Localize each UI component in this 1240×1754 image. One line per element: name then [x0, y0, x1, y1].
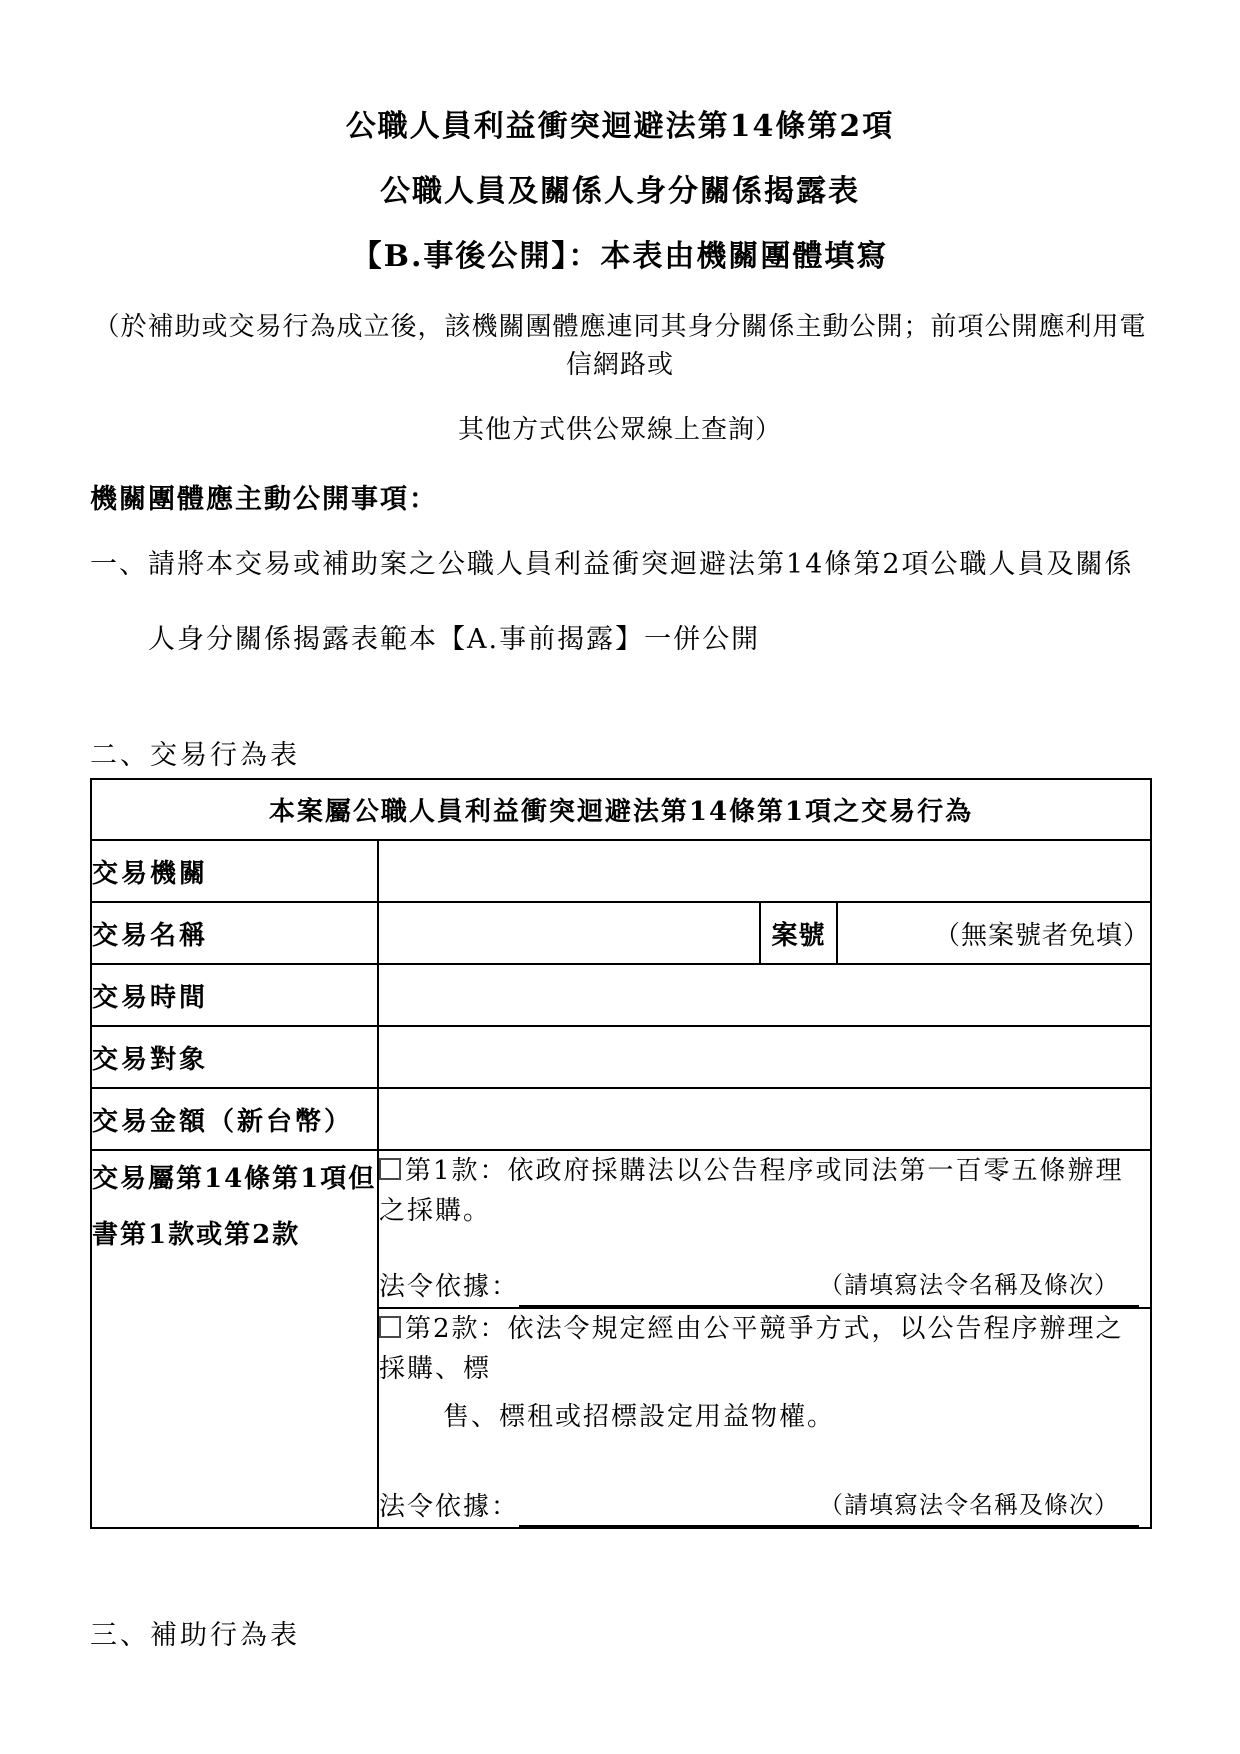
name-input-cell[interactable] [378, 902, 760, 964]
clause2-text-line2: 售、標租或招標設定用益物權。 [443, 1402, 836, 1432]
table-row-counterparty [91, 1026, 1151, 1088]
table-header-cell: 本案屬公職人員利益衝突迴避法第14條第1項之交易行為 [91, 779, 1151, 840]
subsidy-table-caption: 三、補助行為表 [90, 1620, 300, 1651]
transaction-table-caption: 二、交易行為表 [90, 740, 300, 771]
clause1-text: 第1款：依政府採購法以公告程序或同法第一百零五條辦理之採購。 [379, 1156, 1124, 1226]
row-label-clause [91, 1150, 378, 1528]
clause2-legal-basis-blank[interactable] [519, 1495, 819, 1525]
clause-label-line1: 交易屬第14條第1項但 [92, 1164, 377, 1194]
clause1-legal-note: （請填寫法令名稱及條次） [819, 1271, 1120, 1299]
doc-title-line3: 【B.事後公開】：本表由機關團體填寫 [351, 239, 889, 274]
clause2-cell [378, 1308, 1151, 1528]
clause2-checkbox[interactable] [379, 1316, 401, 1338]
intro-note-line1: （於補助或交易行為成立後，該機關團體應連同其身分關係主動公開；前項公開應利用電信網路或 [93, 312, 1147, 380]
clause1-checkbox[interactable] [379, 1158, 401, 1180]
clause-label-line2: 書第1款或第2款 [92, 1220, 301, 1250]
table-row-name [91, 902, 1151, 964]
intro-note-line2: 其他方式供公眾線上查詢） [457, 415, 782, 445]
section-heading: 機關團體應主動公開事項： [90, 484, 438, 515]
table-row-time [91, 964, 1151, 1026]
clause1-legal-underline [519, 1265, 1139, 1307]
case-number-label: 案號 [760, 902, 837, 964]
clause2-legal-label: 法令依據： [379, 1492, 520, 1522]
clause1-legal-row [379, 1265, 1150, 1307]
amount-input-cell[interactable] [378, 1088, 1151, 1150]
table-row-agency [91, 840, 1151, 902]
transaction-table [90, 778, 1152, 1529]
clause2-legal-row [379, 1485, 1150, 1527]
item1-line1: 一、請將本交易或補助案之公職人員利益衝突迴避法第14條第2項公職人員及關係 [90, 549, 1134, 580]
clause1-legal-basis-blank[interactable] [519, 1275, 819, 1305]
time-input-cell[interactable] [378, 964, 1151, 1026]
doc-title-line2: 公職人員及關係人身分關係揭露表 [380, 174, 860, 209]
counterparty-input-cell[interactable] [378, 1026, 1151, 1088]
clause1-cell [378, 1150, 1151, 1308]
agency-input-cell[interactable] [378, 840, 1151, 902]
clause1-option-line [379, 1151, 1150, 1231]
row-label-agency: 交易機關 [91, 840, 378, 902]
table-header-row [91, 779, 1151, 840]
item1-line2: 人身分關係揭露表範本【A.事前揭露】一併公開 [148, 624, 761, 655]
case-number-input-cell[interactable]: （無案號者免填） [837, 902, 1151, 964]
clause1-legal-label: 法令依據： [379, 1272, 520, 1302]
table-row-amount [91, 1088, 1151, 1150]
clause2-legal-note: （請填寫法令名稱及條次） [819, 1491, 1120, 1519]
clause2-text-line1: 第2款：依法令規定經由公平競爭方式，以公告程序辦理之採購、標 [379, 1314, 1124, 1384]
clause2-option-line [379, 1309, 1150, 1389]
row-label-time: 交易時間 [91, 964, 378, 1026]
row-label-counterparty: 交易對象 [91, 1026, 378, 1088]
table-row-clause1 [91, 1150, 1151, 1308]
row-label-amount: 交易金額（新台幣） [91, 1088, 378, 1150]
row-label-name: 交易名稱 [91, 902, 378, 964]
clause2-legal-underline [519, 1485, 1139, 1527]
doc-title-line1: 公職人員利益衝突迴避法第14條第2項 [345, 109, 895, 144]
